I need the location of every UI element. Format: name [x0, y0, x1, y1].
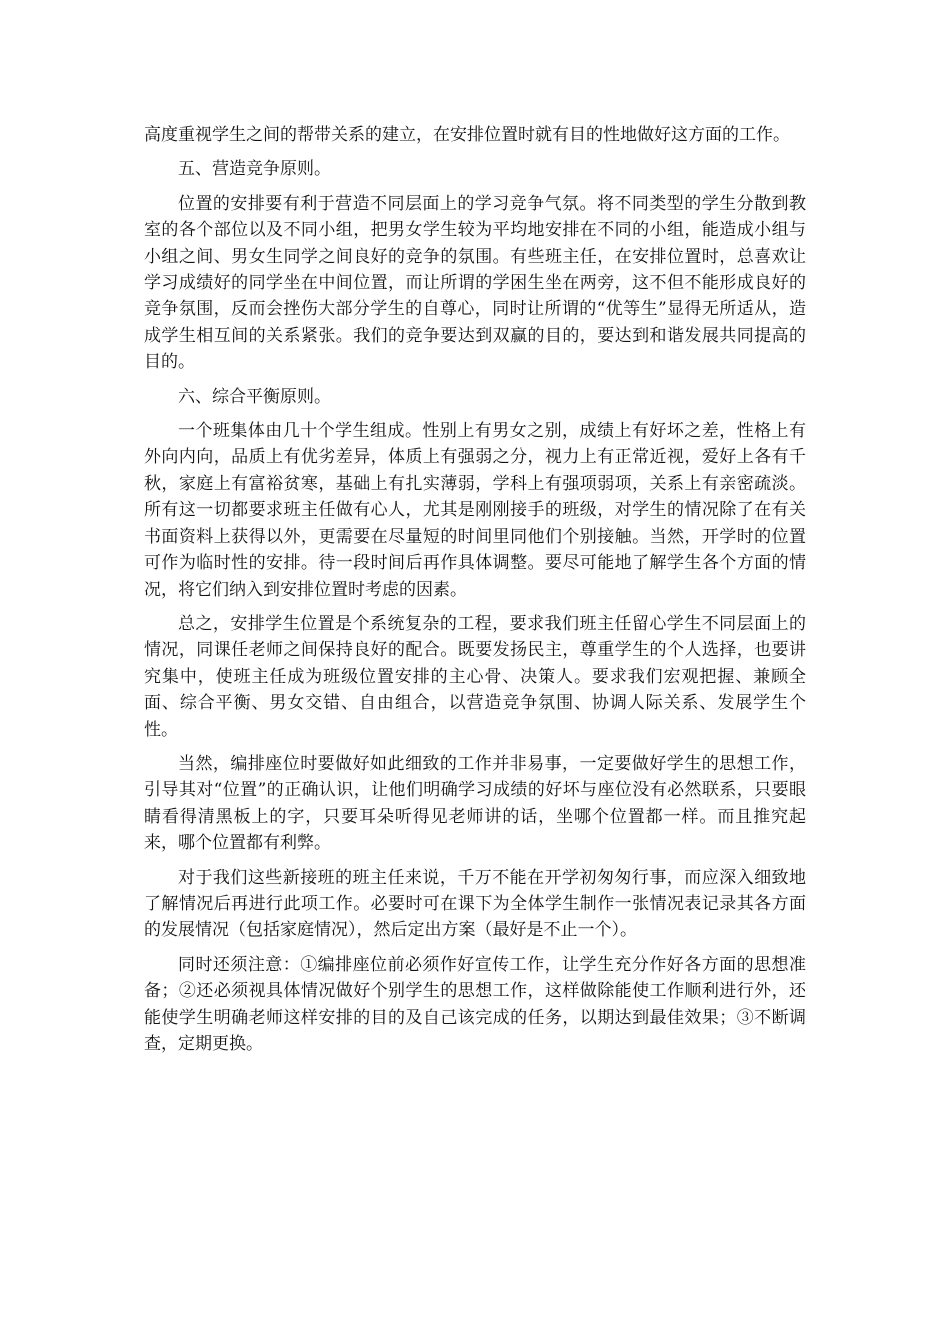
- paragraph-competition: 位置的安排要有利于营造不同层面上的学习竞争气氛。将不同类型的学生分散到教室的各个部位以及不同小组，把男女学生较为平均地安排在不同的小组，能造成小组与小组之间、男女生同学之间良好的竞争的氛围。有些班主任，在安排位置时，总喜欢让学习成绩好的同学坐在中间位置，而让所谓的学困生坐在两旁，这不但不能形成良好的竞争氛围，反而会挫伤大部分学生的自尊心，同时让所谓的“优等生”显得无所适从，造成学生相互间的关系紧张。我们的竞争要达到双赢的目的，要达到和谐发展共同提高的目的。: [144, 193, 806, 373]
- section-heading-competition: 五、营造竞争原则。: [178, 159, 331, 180]
- paragraph-summary: 总之，安排学生位置是个系统复杂的工程，要求我们班主任留心学生不同层面上的情况，同课任老师之间保持良好的配合。既要发扬民主，尊重学生的个人选择，也要讲究集中，使班主任成为班级位置安排的主心骨、决策人。要求我们宏观把握、兼顾全面、综合平衡、男女交错、自由组合，以营造竞争氛围、协调人际关系、发展学生个性。: [144, 613, 806, 740]
- section-heading-balance: 六、综合平衡原则。: [178, 386, 331, 407]
- paragraph-balance: 一个班集体由几十个学生组成。性别上有男女之别，成绩上有好坏之差，性格上有外向内向，品质上有优劣差异，体质上有强弱之分，视力上有正常近视，爱好上各有千秋，家庭上有富裕贫寒，基础上有扎实薄弱，学科上有强项弱项，关系上有亲密疏淡。所有这一切都要求班主任做有心人，尤其是刚刚接手的班级，对学生的情况除了在有关书面资料上获得以外，更需要在尽量短的时间里同他们个别接触。当然，开学时的位置可作为临时性的安排。待一段时间后再作具体调整。要尽可能地了解学生各个方面的情况，将它们纳入到安排位置时考虑的因素。: [144, 421, 806, 600]
- document-body: [144, 122, 806, 1065]
- paragraph-new-teachers: 对于我们这些新接班的班主任来说，千万不能在开学初匆匆行事，而应深入细致地了解情况后再进行此项工作。必要时可在课下为全体学生制作一张情况表记录其各方面的发展情况（包括家庭情况），然后定出方案（最好是不止一个）。: [144, 867, 806, 941]
- paragraph-notes: 同时还须注意：①编排座位前必须作好宣传工作，让学生充分作好各方面的思想准备；②还必须视具体情况做好个别学生的思想工作，这样做除能使工作顺利进行外，还能使学生明确老师这样安排的目的及自己该完成的任务，以期达到最佳效果；③不断调查，定期更换。: [144, 954, 806, 1054]
- paragraph-seating-work: 当然，编排座位时要做好如此细致的工作并非易事，一定要做好学生的思想工作，引导其对“位置”的正确认识，让他们明确学习成绩的好坏与座位没有必然联系，只要眼睛看得清黑板上的字，只要耳朵听得见老师讲的话，坐哪个位置都一样。而且推究起来，哪个位置都有利弊。: [144, 753, 806, 854]
- paragraph-continuation: 高度重视学生之间的帮带关系的建立，在安排位置时就有目的性地做好这方面的工作。: [144, 125, 790, 145]
